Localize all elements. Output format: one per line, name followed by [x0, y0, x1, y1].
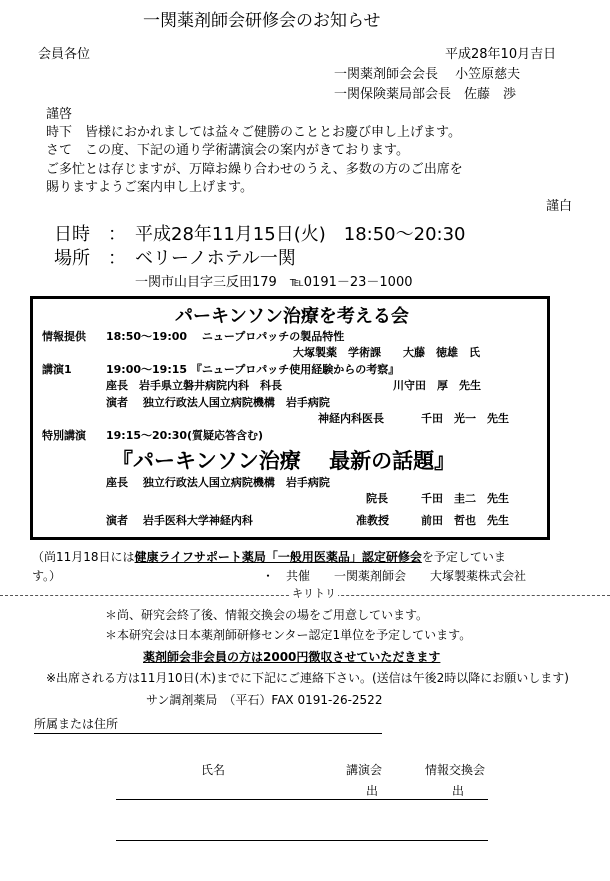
salutation: 謹啓 — [46, 107, 73, 122]
cohost: ・ 共催 一関薬剤師会 大塚製薬株式会社 — [262, 569, 527, 583]
info-speaker: 大塚製薬 学術課 大藤 徳雄 氏 — [293, 346, 480, 359]
body-line: さて この度、下記の通り学術講演会の案内がきております。 — [46, 143, 409, 158]
affiliation-label: 所属または住所 — [34, 717, 119, 731]
lecture1-chair: 座長 岩手県立磐井病院内科 科長 — [106, 379, 282, 392]
affiliation-line[interactable] — [34, 733, 382, 734]
fax-contact: サン調剤薬局 （平石）FAX 0191-26-2522 — [146, 693, 383, 707]
datetime-value: 平成28年11月15日(火) 18:50～20:30 — [135, 224, 466, 245]
lecture-label: 講演会 — [346, 763, 383, 777]
special-speaker-org: 演者 岩手医科大学神経内科 — [106, 514, 253, 527]
lecture1-label: 講演1 — [42, 363, 72, 376]
special-label: 特別講演 — [42, 429, 86, 442]
closing: 謹白 — [546, 199, 573, 214]
attend-lecture[interactable]: 出 — [366, 784, 379, 798]
place-value: ベリーノホテル一関 — [135, 248, 296, 269]
notice-highlight: 健康ライフサポート薬局「一般用医薬品」認定研修会 — [134, 550, 422, 564]
issue-date: 平成28年10月吉日 — [445, 47, 557, 62]
addressee: 会員各位 — [38, 47, 91, 62]
place-label: 場所 ： — [54, 248, 126, 269]
body-line: 賜りますようご案内申し上げます。 — [46, 180, 253, 195]
special-chair: 座長 独立行政法人国立病院機構 岩手病院 — [106, 476, 330, 489]
body-line: 時下 皆様におかれましては益々ご健勝のこととお慶び申し上げます。 — [46, 125, 461, 140]
notice-pre: （尚11月18日には — [32, 550, 135, 564]
lecture1-speaker-dept: 神経内科医長 — [318, 412, 384, 425]
lecture1-topic: 19:00～19:15 『ニュープロパッチ使用経験からの考察』 — [106, 363, 400, 376]
special-time: 19:15～20:30(質疑応答含む) — [106, 429, 264, 442]
cut-label: キリトリ — [292, 587, 336, 600]
notice-line2-start: す。） — [32, 569, 62, 583]
sender-1: 一関薬剤師会会長 小笠原慈夫 — [334, 67, 521, 82]
entry-line-1[interactable] — [116, 799, 488, 800]
notice-line — [32, 551, 506, 565]
special-chair-role: 院長 — [366, 492, 388, 505]
fee-note: 薬剤師会非会員の方は2000円徴収させていただきます — [143, 650, 441, 664]
notice-post: を予定していま — [421, 550, 506, 564]
lecture1-speaker-org: 演者 独立行政法人国立病院機構 岩手病院 — [106, 396, 330, 409]
attend-exchange[interactable]: 出 — [452, 784, 465, 798]
exchange-label: 情報交換会 — [425, 763, 486, 777]
address: 一関市山目字三反田179 ℡0191－23－1000 — [135, 275, 413, 290]
special-speaker-role: 准教授 — [356, 514, 389, 527]
lecture1-chair-name: 川守田 厚 先生 — [393, 379, 481, 392]
note: ＊尚、研究会終了後、情報交換会の場をご用意しています。 — [105, 608, 429, 622]
name-label: 氏名 — [201, 763, 226, 777]
info-label: 情報提供 — [42, 330, 86, 343]
body-line: ご多忙とは存じますが、万障お繰り合わせのうえ、多数の方のご出席を — [46, 162, 463, 177]
note: ＊本研究会は日本薬剤師研修センター認定1単位を予定しています。 — [105, 628, 472, 642]
sender-2: 一関保険薬局部会長 佐藤 渉 — [334, 87, 517, 102]
special-title: 『パーキンソン治療 最新の話題』 — [112, 449, 456, 473]
program-heading: パーキンソン治療を考える会 — [175, 306, 409, 327]
special-chair-name: 千田 圭二 先生 — [421, 492, 509, 505]
entry-line-2[interactable] — [116, 840, 488, 841]
reply-note: ※出席される方は11月10日(木)までに下記にご連絡下さい。(送信は午後2時以降にお願いします) — [46, 671, 569, 685]
page-title: 一関薬剤師会研修会のお知らせ — [143, 11, 381, 31]
datetime-label: 日時 ： — [54, 224, 126, 245]
lecture1-speaker-name: 千田 光一 先生 — [421, 412, 509, 425]
info-topic: 18:50～19:00 ニュープロパッチの製品特性 — [106, 330, 345, 343]
special-speaker-name: 前田 哲也 先生 — [421, 514, 509, 527]
